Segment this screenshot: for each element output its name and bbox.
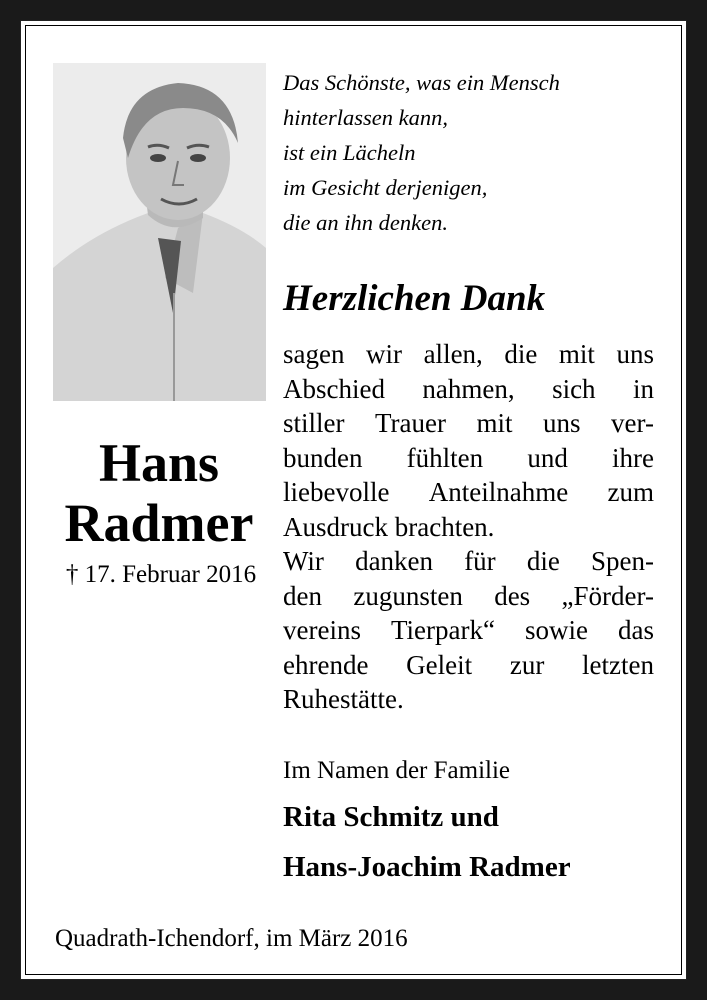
body-line: den zugunsten des „Förder- <box>283 580 654 611</box>
poem <box>283 65 560 240</box>
notice-card <box>20 20 687 980</box>
family-intro: Im Namen der Familie <box>283 757 511 784</box>
body-line: Wir danken für die Spen- <box>283 546 654 576</box>
poem-line: im Gesicht derjenigen, <box>283 175 488 200</box>
body-line: bunden fühlten und ihre <box>283 442 654 473</box>
portrait-photo <box>53 63 266 401</box>
poem-line: Das Schönste, was ein Mensch <box>283 70 560 95</box>
body-line: Ruhestätte. <box>283 684 404 714</box>
portrait-icon <box>53 63 266 401</box>
place-date: Quadrath-Ichendorf, im März 2016 <box>55 925 408 952</box>
body-line: sagen wir allen, die mit uns <box>283 339 654 369</box>
death-date: † 17. Februar 2016 <box>65 561 257 588</box>
body-line: Abschied nahmen, sich in <box>283 373 654 404</box>
thanks-heading: Herzlichen Dank <box>283 278 546 319</box>
poem-line: die an ihn denken. <box>283 210 448 235</box>
body-line: stiller Trauer mit uns ver- <box>283 408 654 438</box>
deceased-last-name: Radmer <box>64 493 254 553</box>
deceased-first-name: Hans <box>98 433 220 493</box>
signature-line-1: Rita Schmitz und <box>283 801 499 833</box>
body-line: ehrende Geleit zur letzten <box>283 649 654 680</box>
thanks-body <box>283 337 654 717</box>
signature-line-2: Hans-Joachim Radmer <box>283 851 571 883</box>
body-line: vereins Tierpark“ sowie das <box>283 615 654 645</box>
body-line: Ausdruck brachten. <box>283 511 495 542</box>
body-line: liebevolle Anteilnahme zum <box>283 477 654 507</box>
poem-line: ist ein Lächeln <box>283 140 416 165</box>
poem-line: hinterlassen kann, <box>283 105 448 130</box>
